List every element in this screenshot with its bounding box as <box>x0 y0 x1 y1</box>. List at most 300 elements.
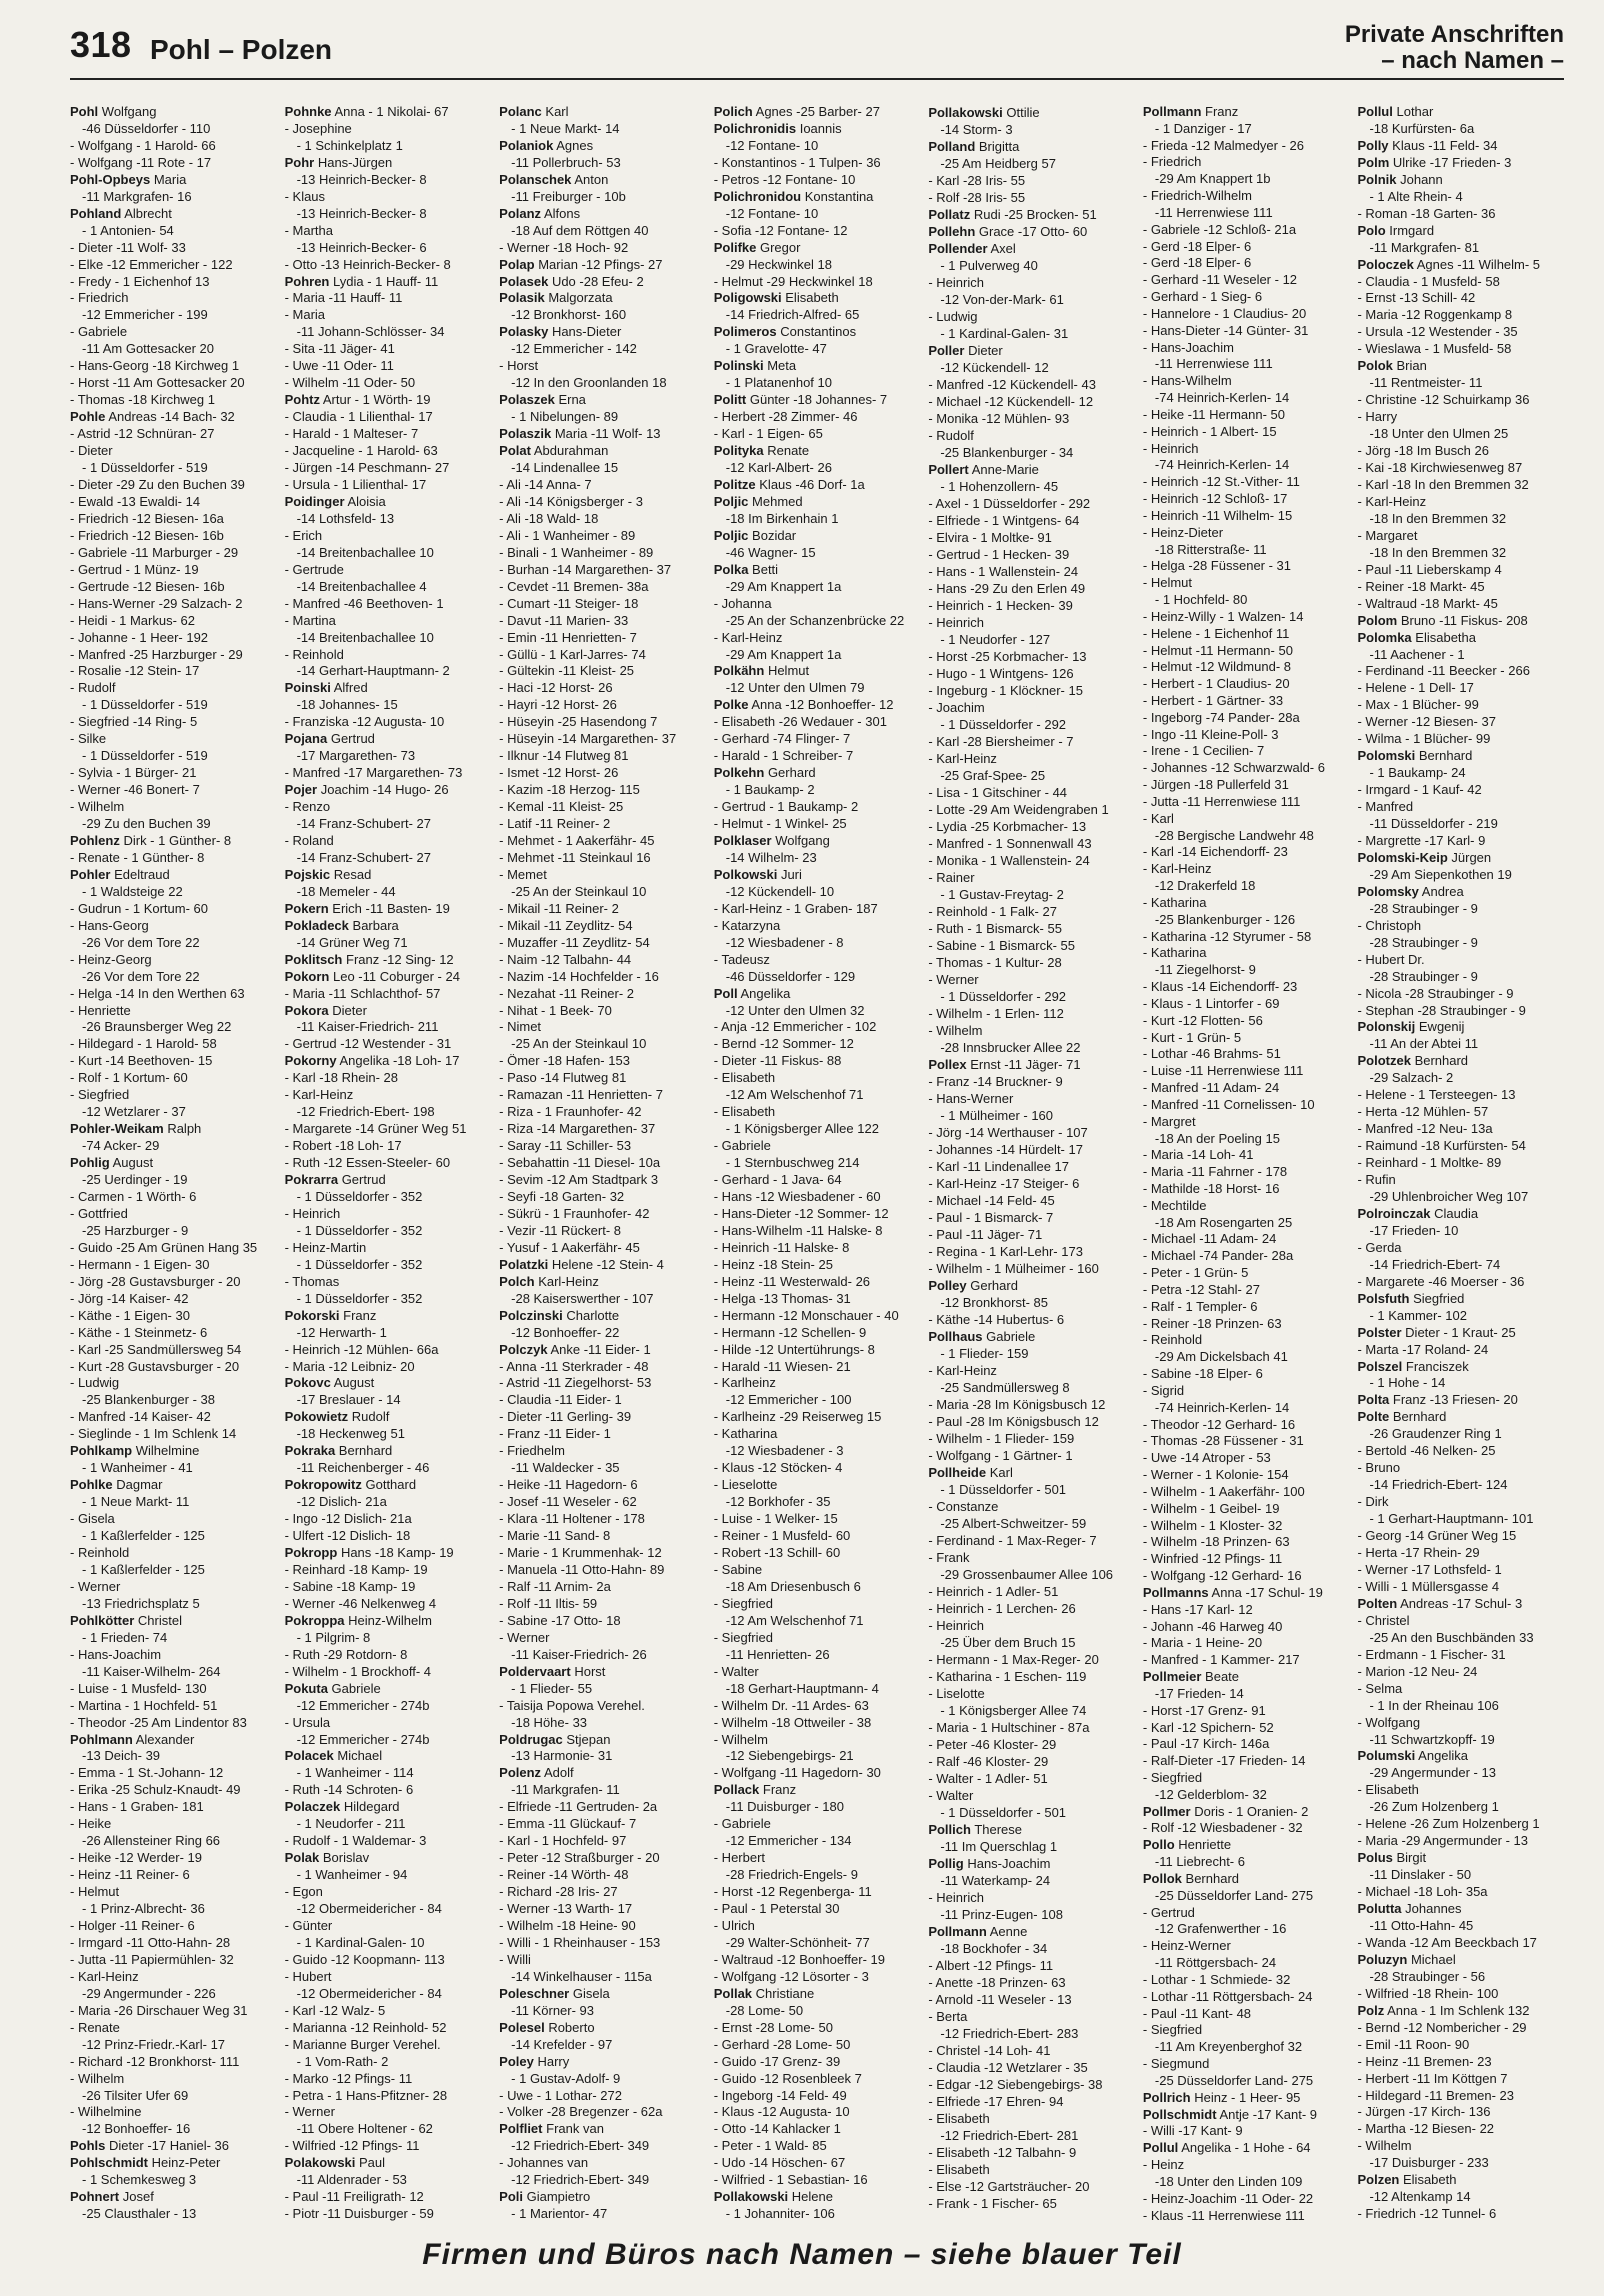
entry-text: - Richard -28 Iris- 27 <box>499 1884 618 1900</box>
directory-entry <box>1143 104 1350 121</box>
directory-entry <box>70 1138 277 1155</box>
directory-entry <box>499 1053 706 1070</box>
directory-entry <box>285 1799 492 1816</box>
entry-text: - Helene - 1 Tersteegen- 13 <box>1357 1087 1516 1103</box>
directory-entry <box>714 2088 921 2105</box>
entry-text: -13 Heinrich-Becker- 8 <box>296 171 427 187</box>
directory-entry <box>928 1719 1135 1736</box>
directory-entry <box>1357 1596 1564 1613</box>
directory-column <box>285 104 492 2224</box>
directory-entry <box>928 1056 1135 1073</box>
directory-entry <box>928 359 1135 376</box>
directory-entry <box>70 257 277 274</box>
entry-text: -11 Kaiser-Friedrich- 211 <box>296 1019 439 1035</box>
surname: Pokorski <box>284 1307 340 1323</box>
directory-entry <box>499 1375 706 1392</box>
directory-entry <box>714 1562 921 1579</box>
directory-entry <box>1357 833 1564 850</box>
directory-entry <box>928 682 1135 699</box>
directory-entry <box>928 240 1135 257</box>
surname: Poljic <box>713 527 749 543</box>
directory-entry <box>1143 1097 1350 1114</box>
directory-entry <box>928 1549 1135 1566</box>
directory-entry <box>499 1392 706 1409</box>
directory-entry <box>928 937 1135 954</box>
directory-entry <box>714 1104 921 1121</box>
entry-text: - Katharina <box>1142 894 1207 910</box>
entry-text: - Wilfried - 1 Sebastian- 16 <box>713 2172 868 2188</box>
entry-text: - Heinrich - 1 Adler- 51 <box>928 1584 1059 1599</box>
entry-text: - Hans -12 Wiesbadener - 60 <box>713 1189 881 1204</box>
directory-entry <box>499 969 706 986</box>
directory-entry <box>714 1698 921 1715</box>
entry-text: -17 Breslauer - 14 <box>296 1392 401 1408</box>
directory-entry <box>499 596 706 613</box>
entry-text: - Heinz-Georg <box>70 951 152 967</box>
entry-text: Johannes <box>1405 1901 1462 1917</box>
entry-text: - Klaus -12 Augusta- 10 <box>713 2104 850 2120</box>
entry-text: - 1 Gustav-Freytag- 2 <box>940 887 1064 902</box>
entry-text: -11 Am Gottesacker 20 <box>82 341 214 357</box>
surname: Pohlke <box>70 1477 113 1493</box>
directory-entry <box>1357 240 1564 257</box>
surname: Polat <box>499 443 531 459</box>
directory-entry <box>1143 1215 1350 1232</box>
directory-entry <box>70 833 277 850</box>
directory-entry <box>714 1342 921 1359</box>
entry-text: - Thomas -18 Kirchweg 1 <box>70 392 215 408</box>
entry-text: - Karl-Heinz <box>284 1087 354 1103</box>
entry-text: - Hermann -12 Schellen- 9 <box>713 1324 867 1340</box>
entry-text: -11 Markgrafen- 11 <box>511 1782 620 1798</box>
entry-text: -12 In den Groonlanden 18 <box>511 375 667 391</box>
entry-text: -12 Von-der-Mark- 61 <box>940 292 1064 307</box>
entry-text: - Irene - 1 Cecilien- 7 <box>1142 743 1265 759</box>
directory-entry <box>928 2059 1135 2076</box>
entry-text: - Wilhelm - 1 Erlen- 112 <box>928 1006 1064 1021</box>
directory-entry <box>285 1867 492 1884</box>
entry-text: - Heinrich <box>284 1205 341 1221</box>
entry-text: -12 Bronkhorst- 85 <box>940 1295 1048 1310</box>
directory-entry <box>70 952 277 969</box>
surname: Polszel <box>1357 1358 1403 1374</box>
directory-entry <box>1357 460 1564 477</box>
directory-entry <box>1143 441 1350 458</box>
directory-entry <box>285 206 492 223</box>
entry-text: - Helene - 1 Eichenhof 11 <box>1142 625 1290 641</box>
directory-entry <box>714 1019 921 1036</box>
surname: Pohr <box>284 154 315 170</box>
directory-entry <box>70 1799 277 1816</box>
directory-entry <box>285 1257 492 1274</box>
entry-text: - Maria -29 Angermunder - 13 <box>1357 1833 1528 1849</box>
entry-text: Bernhard <box>1414 1053 1469 1069</box>
entry-text: -26 Braunsberger Weg 22 <box>82 1019 232 1035</box>
surname: Polok <box>1357 358 1393 374</box>
directory-entry <box>714 901 921 918</box>
directory-entry <box>285 1884 492 1901</box>
directory-entry <box>714 1206 921 1223</box>
entry-text: - Mikail -11 Reiner- 2 <box>499 900 619 916</box>
directory-entry <box>499 1816 706 1833</box>
directory-entry <box>285 2155 492 2172</box>
directory-entry <box>714 2054 921 2071</box>
directory-entry <box>714 1952 921 1969</box>
surname: Pokovc <box>284 1375 331 1391</box>
entry-text: - Wilhelm -11 Oder- 50 <box>284 375 416 391</box>
entry-text: - Käthe - 1 Eigen- 30 <box>70 1307 190 1323</box>
surname: Polonskij <box>1357 1019 1416 1035</box>
entry-text: - 1 Gustav-Adolf- 9 <box>511 2070 621 2086</box>
directory-entry <box>70 613 277 630</box>
entry-text: - Hans - 1 Wallenstein- 24 <box>928 564 1079 579</box>
directory-entry <box>499 782 706 799</box>
entry-text: - Wilhelm Dr. -11 Ardes- 63 <box>713 1697 869 1713</box>
entry-text: - Kurt - 1 Grün- 5 <box>1142 1029 1242 1045</box>
directory-entry <box>928 2076 1135 2093</box>
entry-text: - 1 Königsberger Allee 122 <box>725 1121 879 1137</box>
surname: Pollack <box>713 1782 760 1798</box>
entry-text: - Egon <box>284 1884 323 1900</box>
entry-text: - Ali -14 Anna- 7 <box>499 476 592 492</box>
entry-text: Dieter -17 Haniel- 36 <box>109 2138 229 2154</box>
entry-text: -25 Blankenburger - 38 <box>82 1392 215 1408</box>
directory-entry <box>1143 1282 1350 1299</box>
directory-entry <box>928 495 1135 512</box>
entry-text: -28 Straubinger - 9 <box>1369 934 1478 950</box>
surname: Pollert <box>928 462 969 477</box>
directory-column <box>70 104 277 2224</box>
directory-entry <box>1143 844 1350 861</box>
directory-entry <box>714 2121 921 2138</box>
directory-entry <box>285 850 492 867</box>
surname: Pollmann <box>928 1924 987 1939</box>
directory-entry <box>70 104 277 121</box>
directory-entry <box>1357 1901 1564 1918</box>
entry-text: - Wilma - 1 Blücher- 99 <box>1357 731 1491 747</box>
directory-entry <box>714 2071 921 2088</box>
entry-text: - Heike -11 Hermann- 50 <box>1142 406 1285 422</box>
entry-text: Hans-Joachim <box>967 1856 1051 1871</box>
directory-entry <box>70 1952 277 1969</box>
entry-text: - Helene -26 Zum Holzenberg 1 <box>1357 1816 1540 1832</box>
entry-text: Agnes -11 Wilhelm- 5 <box>1416 256 1541 272</box>
entry-text: Karl <box>545 104 569 119</box>
directory-entry <box>714 1460 921 1477</box>
entry-text: - Margaret <box>1357 527 1418 543</box>
entry-text: - Rosalie -12 Stein- 17 <box>70 663 200 679</box>
directory-entry <box>1357 867 1564 884</box>
entry-text: - Ilknur -14 Flutweg 81 <box>499 748 629 764</box>
entry-text: - Marianne Burger Verehel. <box>284 2036 441 2052</box>
directory-entry <box>1143 727 1350 744</box>
directory-entry <box>70 1833 277 1850</box>
directory-entry <box>70 1104 277 1121</box>
directory-entry <box>70 1664 277 1681</box>
entry-text: - Heinz-Martin <box>284 1239 367 1255</box>
entry-text: - Michael -12 Kückendell- 12 <box>928 394 1094 409</box>
entry-text: - Helmut <box>70 1884 120 1900</box>
directory-entry <box>1143 1585 1350 1602</box>
entry-text: - Stephan -28 Straubinger - 9 <box>1357 1002 1526 1018</box>
entry-text: Jürgen <box>1451 849 1492 865</box>
entry-text: - Davut -11 Marien- 33 <box>499 612 629 628</box>
entry-text: -26 Tilsiter Ufer 69 <box>82 2087 189 2103</box>
directory-entry <box>70 392 277 409</box>
directory-entry <box>499 562 706 579</box>
surname: Polten <box>1357 1595 1398 1611</box>
entry-text: -13 Heinrich-Becker- 6 <box>296 239 427 255</box>
directory-entry <box>714 2155 921 2172</box>
entry-text: -17 Duisburger - 233 <box>1369 2155 1489 2171</box>
entry-text: Erna <box>558 392 586 408</box>
directory-entry <box>928 257 1135 274</box>
directory-entry <box>499 257 706 274</box>
entry-text: - Frank - 1 Fischer- 65 <box>928 2196 1057 2211</box>
directory-entry <box>499 765 706 782</box>
directory-entry <box>1143 693 1350 710</box>
entry-text: - Karl -11 Lindenallee 17 <box>928 1159 1069 1174</box>
surname: Pollakowski <box>713 2189 789 2205</box>
entry-text: - Werner -46 Nelkenweg 4 <box>284 1595 437 1611</box>
entry-text: -46 Wagner- 15 <box>725 544 816 560</box>
entry-text: -14 Gerhart-Hauptmann- 2 <box>296 663 450 679</box>
directory-entry <box>285 1681 492 1698</box>
directory-entry <box>499 528 706 545</box>
directory-entry <box>928 393 1135 410</box>
entry-text: - Heinrich -11 Wilhelm- 15 <box>1142 507 1293 523</box>
directory-entry <box>499 2003 706 2020</box>
entry-text: -12 Bronkhorst- 160 <box>511 307 627 323</box>
directory-entry <box>928 1277 1135 1294</box>
directory-entry <box>499 290 706 307</box>
entry-text: Heinz-Peter <box>151 2155 221 2171</box>
surname: Polta <box>1357 1392 1390 1408</box>
entry-text: Lydia - 1 Hauff- 11 <box>333 273 439 289</box>
entry-text: - Siegfried <box>713 1595 773 1611</box>
directory-entry <box>1357 1019 1564 1036</box>
entry-text: - Karlheinz <box>713 1375 776 1391</box>
surname: Pokropp <box>284 1545 338 1561</box>
directory-entry <box>714 1816 921 1833</box>
entry-text: -11 Obere Holtener - 62 <box>296 2121 433 2137</box>
surname: Polumski <box>1357 1748 1416 1764</box>
entry-text: - Gertrud - 1 Hecken- 39 <box>928 547 1070 562</box>
directory-entry <box>70 240 277 257</box>
entry-text: - Friedrich -12 Biesen- 16a <box>70 510 224 526</box>
entry-text: - Heinz -11 Westerwald- 26 <box>713 1273 871 1289</box>
directory-entry <box>714 172 921 189</box>
entry-text: - Rufin <box>1357 1172 1396 1188</box>
entry-text: - Herbert - 1 Claudius- 20 <box>1142 676 1290 692</box>
entry-text: Angelika -18 Loh- 17 <box>339 1053 460 1069</box>
surname: Pokroppa <box>284 1612 345 1628</box>
directory-entry <box>1143 491 1350 508</box>
entry-text: Dieter <box>968 343 1003 358</box>
directory-entry <box>70 1850 277 1867</box>
entry-text: -14 Grüner Weg 71 <box>296 934 408 950</box>
directory-entry <box>1143 1804 1350 1821</box>
entry-text: Brigitta <box>978 139 1020 154</box>
entry-text: -25 An der Schanzenbrücke 22 <box>725 612 905 628</box>
directory-entry <box>1143 979 1350 996</box>
entry-text: -12 Obermeidericher - 84 <box>296 1985 442 2001</box>
entry-text: Dagmar <box>116 1477 163 1493</box>
surname: Polka <box>713 561 749 577</box>
directory-entry <box>714 1308 921 1325</box>
entry-text: - Reiner - 1 Musfeld- 60 <box>713 1528 851 1544</box>
entry-text: - Karl -18 Rhein- 28 <box>284 1070 399 1086</box>
entry-text: -28 Straubinger - 9 <box>1369 900 1478 916</box>
directory-entry <box>1357 1986 1564 2003</box>
directory-entry <box>499 2020 706 2037</box>
name-range-title: Pohl – Polzen <box>150 34 333 65</box>
directory-entry <box>70 596 277 613</box>
entry-text: -28 Straubinger - 56 <box>1369 1968 1486 1984</box>
surname: Polch <box>499 1273 535 1289</box>
directory-entry <box>928 852 1135 869</box>
entry-text: - Johanna <box>713 595 772 611</box>
directory-entry <box>499 884 706 901</box>
entry-text: -12 Emmericher - 142 <box>511 341 637 357</box>
directory-entry <box>70 223 277 240</box>
entry-text: - Friedrich -12 Tunnel- 6 <box>1357 2206 1497 2222</box>
directory-entry <box>714 1833 921 1850</box>
directory-entry <box>499 986 706 1003</box>
entry-text: - Wilhelm <box>1357 2138 1412 2154</box>
directory-entry <box>499 375 706 392</box>
entry-text: - Sieglinde - 1 Im Schlenk 14 <box>70 1426 237 1442</box>
directory-entry <box>499 1003 706 1020</box>
directory-entry <box>928 138 1135 155</box>
directory-entry <box>1357 189 1564 206</box>
directory-entry <box>928 1294 1135 1311</box>
entry-text: - Hans-Joachim <box>1142 339 1234 355</box>
entry-text: - Gerhard -11 Weseler - 12 <box>1142 272 1298 288</box>
directory-entry <box>285 358 492 375</box>
directory-entry <box>1143 1534 1350 1551</box>
entry-text: -11 Ziegelhorst- 9 <box>1154 962 1256 978</box>
directory-entry <box>714 1223 921 1240</box>
surname: Polkähn <box>713 663 765 679</box>
entry-text: Franz <box>1205 104 1239 119</box>
entry-text: - Mathilde -18 Horst- 16 <box>1142 1181 1280 1196</box>
directory-entry <box>70 1189 277 1206</box>
entry-text: Elisabeth <box>785 290 839 306</box>
directory-entry <box>285 1138 492 1155</box>
entry-text: - Regina - 1 Karl-Lehr- 173 <box>928 1244 1083 1259</box>
entry-text: - Karl-Heinz <box>713 629 783 645</box>
entry-text: - Maria -26 Dirschauer Weg 31 <box>70 2002 248 2018</box>
entry-text: Joachim -14 Hugo- 26 <box>320 782 449 798</box>
entry-text: - Ingo -11 Kleine-Poll- 3 <box>1142 726 1279 742</box>
entry-text: - Gabriele <box>713 1138 771 1154</box>
directory-entry <box>499 274 706 291</box>
directory-entry <box>714 731 921 748</box>
directory-entry <box>499 579 706 596</box>
directory-entry <box>1143 1450 1350 1467</box>
entry-text: Klaus -46 Dorf- 1a <box>759 476 865 492</box>
entry-text: - Haci -12 Horst- 26 <box>499 680 613 696</box>
directory-entry <box>1357 341 1564 358</box>
entry-text: August <box>333 1375 375 1391</box>
entry-text: -14 Storm- 3 <box>940 122 1013 137</box>
entry-text: - Elfriede -17 Ehren- 94 <box>928 2094 1064 2109</box>
entry-text: - Peter - 1 Grün- 5 <box>1142 1265 1249 1281</box>
entry-text: - Ingeborg -14 Feld- 49 <box>713 2087 847 2103</box>
entry-text: -18 Unter den Linden 109 <box>1154 2173 1303 2189</box>
directory-entry <box>714 697 921 714</box>
directory-entry <box>714 799 921 816</box>
entry-text: - Werner -12 Biesen- 37 <box>1357 714 1496 730</box>
entry-text: - Heinrich <box>928 275 984 290</box>
entry-text: - Werner - 1 Koloniе- 154 <box>1142 1467 1289 1483</box>
directory-entry <box>70 884 277 901</box>
directory-entry <box>499 2054 706 2071</box>
directory-entry <box>285 833 492 850</box>
entry-text: - Ali - 1 Wanheimer - 89 <box>499 527 636 543</box>
entry-text: - Manfred -46 Beethoven- 1 <box>284 595 444 611</box>
entry-text: - Sigrid <box>1142 1382 1185 1398</box>
directory-entry <box>70 1630 277 1647</box>
directory-entry <box>285 2071 492 2088</box>
directory-entry <box>1357 731 1564 748</box>
entry-text: - Ursula - 1 Lilienthal- 17 <box>284 476 427 492</box>
directory-entry <box>499 1664 706 1681</box>
entry-text: - Elisabeth -26 Wedauer - 301 <box>713 714 887 730</box>
entry-text: - Michael -11 Adam- 24 <box>1142 1231 1277 1247</box>
entry-text: - Roland <box>284 832 334 848</box>
surname: Polak <box>284 1850 320 1866</box>
surname: Polap <box>499 256 535 272</box>
directory-entry <box>1357 630 1564 647</box>
directory-entry <box>70 155 277 172</box>
directory-entry <box>285 1070 492 1087</box>
directory-entry <box>714 1969 921 1986</box>
entry-text: - Selma <box>1357 1680 1403 1696</box>
entry-text: Hans-Jürgen <box>317 154 393 170</box>
directory-entry <box>70 969 277 986</box>
entry-text: -25 Am Heidberg 57 <box>940 156 1056 171</box>
entry-text: - 1 Platanenhof 10 <box>725 375 832 391</box>
entry-text: Borislav <box>322 1850 370 1866</box>
entry-text: - Nezahat -11 Reiner- 2 <box>499 985 635 1001</box>
entry-text: -17 Frieden- 14 <box>1154 1685 1244 1701</box>
surname: Pollmanns <box>1142 1584 1209 1600</box>
entry-text: - Lydia -25 Korbmacher- 13 <box>928 819 1087 834</box>
directory-entry <box>70 935 277 952</box>
directory-entry <box>70 274 277 291</box>
entry-text: - Karl -25 Sandmüllersweg 54 <box>70 1341 242 1357</box>
entry-text: - Siegmund <box>1142 2056 1210 2072</box>
directory-entry <box>285 1172 492 1189</box>
entry-text: - Thomas <box>284 1273 340 1289</box>
entry-text: Karl <box>989 1465 1013 1480</box>
directory-entry <box>1357 1782 1564 1799</box>
directory-entry <box>1143 306 1350 323</box>
entry-text: - Maria -14 Loh- 41 <box>1142 1147 1254 1163</box>
entry-text: -12 Bonhoeffer- 22 <box>511 1324 620 1340</box>
entry-text: -18 An der Poeling 15 <box>1154 1130 1280 1146</box>
directory-entry <box>1357 1918 1564 1935</box>
entry-text: - Horst -17 Grenz- 91 <box>1142 1702 1266 1718</box>
directory-entry <box>928 1311 1135 1328</box>
directory-entry <box>714 1138 921 1155</box>
entry-text: - Mehmet - 1 Aakerfähr- 45 <box>499 832 655 848</box>
entry-text: - Hüseyin -14 Margarethen- 37 <box>499 731 677 747</box>
directory-entry <box>285 562 492 579</box>
directory-entry <box>285 460 492 477</box>
